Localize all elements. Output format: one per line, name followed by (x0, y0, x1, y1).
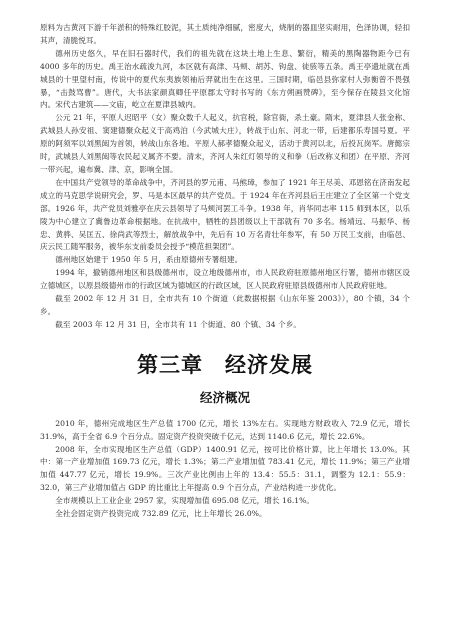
paragraph: 全社会固定资产投资完成 732.89 亿元，比上年增长 26.0%。 (55, 509, 267, 519)
chapter-heading (40, 352, 410, 378)
economy-section (40, 418, 410, 521)
paragraph: 德州历史悠久，早在旧石器时代，我们的祖先就在这块土地上生息、繁衍，精美的黑陶器物距今已有 4000 多年的历史。禹王治水疏浚九河，本区就有高津、马颊、胡苏、钩盘、徒骇等五条。禹王亭遗址就在禹城县的十里望村南，传说中的夏代东夷族领袖后羿就出生在这里。三国时期，临邑县弥家村人弥衡曾不畏强暴，“击鼓骂曹”。唐代，大书法家颜真卿任平原郡太守时书写的《东方朔画赞碑》，至今保存在陵县文化馆内。宋代古建筑——文庙，屹立在夏津县城内。 (40, 48, 410, 110)
paragraph: 公元 21 年，平原人迟昭平（女）聚众数千人起义，抗官税，除官衙，杀土豪。隋末，夏津县人张金称、武城县人孙安祖、窦建德聚众起义于高鸡泊（今武城大庄），转战于山东、河北一带，后建都乐寿国号夏。平原的阿须军以刘黑闼为首领，转战山东各地。平原人郝孝德聚众起义，活动于黄河以北，后投瓦岗军。唐懿宗时，武城县人刘黑闼等农民起义属齐不要。清末，齐河人朱红灯领导的义和拳（后改称义和团）在平原、齐河一带兴起，遍布冀、津、京，影响全国。 (40, 113, 410, 174)
history-section (40, 22, 410, 332)
paragraph: 在中国共产党领导的革命战争中，齐河县的罗元甫、马熊璋，参加了 1921 年王尽美、邓恩铭在济南发起成立的马克思学说研究会，罗、马是本区最早的共产党员。于 1924 年在齐河县后王庄建立了全区第一个党支部。1926 年，共产党员刘雅亭在庆云县领导了马颊河罢工斗争。1938 年，肖华同志率 115 师到本区，以乐陵为中心建立了冀鲁边革命根据地。在抗战中，牺牲的县团级以上干部就有 70 多名。杨靖远、马振华、杨忠、黄骅、吴匡五、徐尚武等烈士，解放战争中，先后有 10 万名青壮年参军，有 50 万民工支前，由临邑、庆云民工随军服务，被华东支前委员会授予“模范担架团”。 (40, 177, 410, 252)
paragraph: 截至 2003 年 12 月 31 日，全市共有 11 个街道、80 个镇、34 个乡。 (55, 319, 302, 329)
paragraph: 2008 年，全市实现地区生产总值（GDP）1400.91 亿元，按可比价格计算，比上年增长 13.0%。其中：第一产业增加值 169.73 亿元，增长 1.3%；第二产业增加值 783.41 亿元，增长 11.9%；第三产业增加值 447.77 亿元，增长 19.9%。三次产业比例由上年的 13.4：55.5：31.1，调整为 12.1：55.9：32.0，第三产业增加值占 GDP 的比重比上年提高 0.9 个百分点，产业结构进一步优化。 (40, 444, 410, 493)
chapter-title: 经济发展 (225, 352, 313, 377)
paragraph: 原料为古黄河下游千年淤积的特殊红胶泥，其土质纯净细腻，密度大，烧制的器皿坚实耐用，色泽协调，轻扣其声，清脆悦耳。 (40, 23, 410, 45)
paragraph: 全市规模以上工业企业 2957 家，实现增加值 695.08 亿元，增长 16.1%。 (55, 496, 315, 506)
paragraph: 截至 2002 年 12 月 31 日，全市共有 10 个街道（此数据根据《山东年鉴 2003》），80 个镇，34 个乡。 (40, 294, 410, 316)
paragraph: 1994 年，撤销德州地区和县级德州市，设立地级德州市，市人民政府驻原德州地区行署，德州市辖区设立德城区，以原县级德州市的行政区域为德城区的行政区域，区人民政府驻原县级德州市人民政府驻地。 (40, 268, 410, 291)
section-heading: 经济概况 (199, 389, 250, 405)
paragraph: 2010 年，德州完成地区生产总值 1700 亿元，增长 13%左右。实现地方财政收入 72.9 亿元，增长 31.9%，高于全省 6.9 个百分点。固定资产投资突破千亿元，达到 1140.6 亿元，增长 22.6%。 (40, 418, 410, 441)
chapter-number: 第三章 (137, 352, 203, 377)
paragraph: 德州地区始建于 1950 年 5 月，系由原德州专署组建。 (55, 255, 243, 265)
